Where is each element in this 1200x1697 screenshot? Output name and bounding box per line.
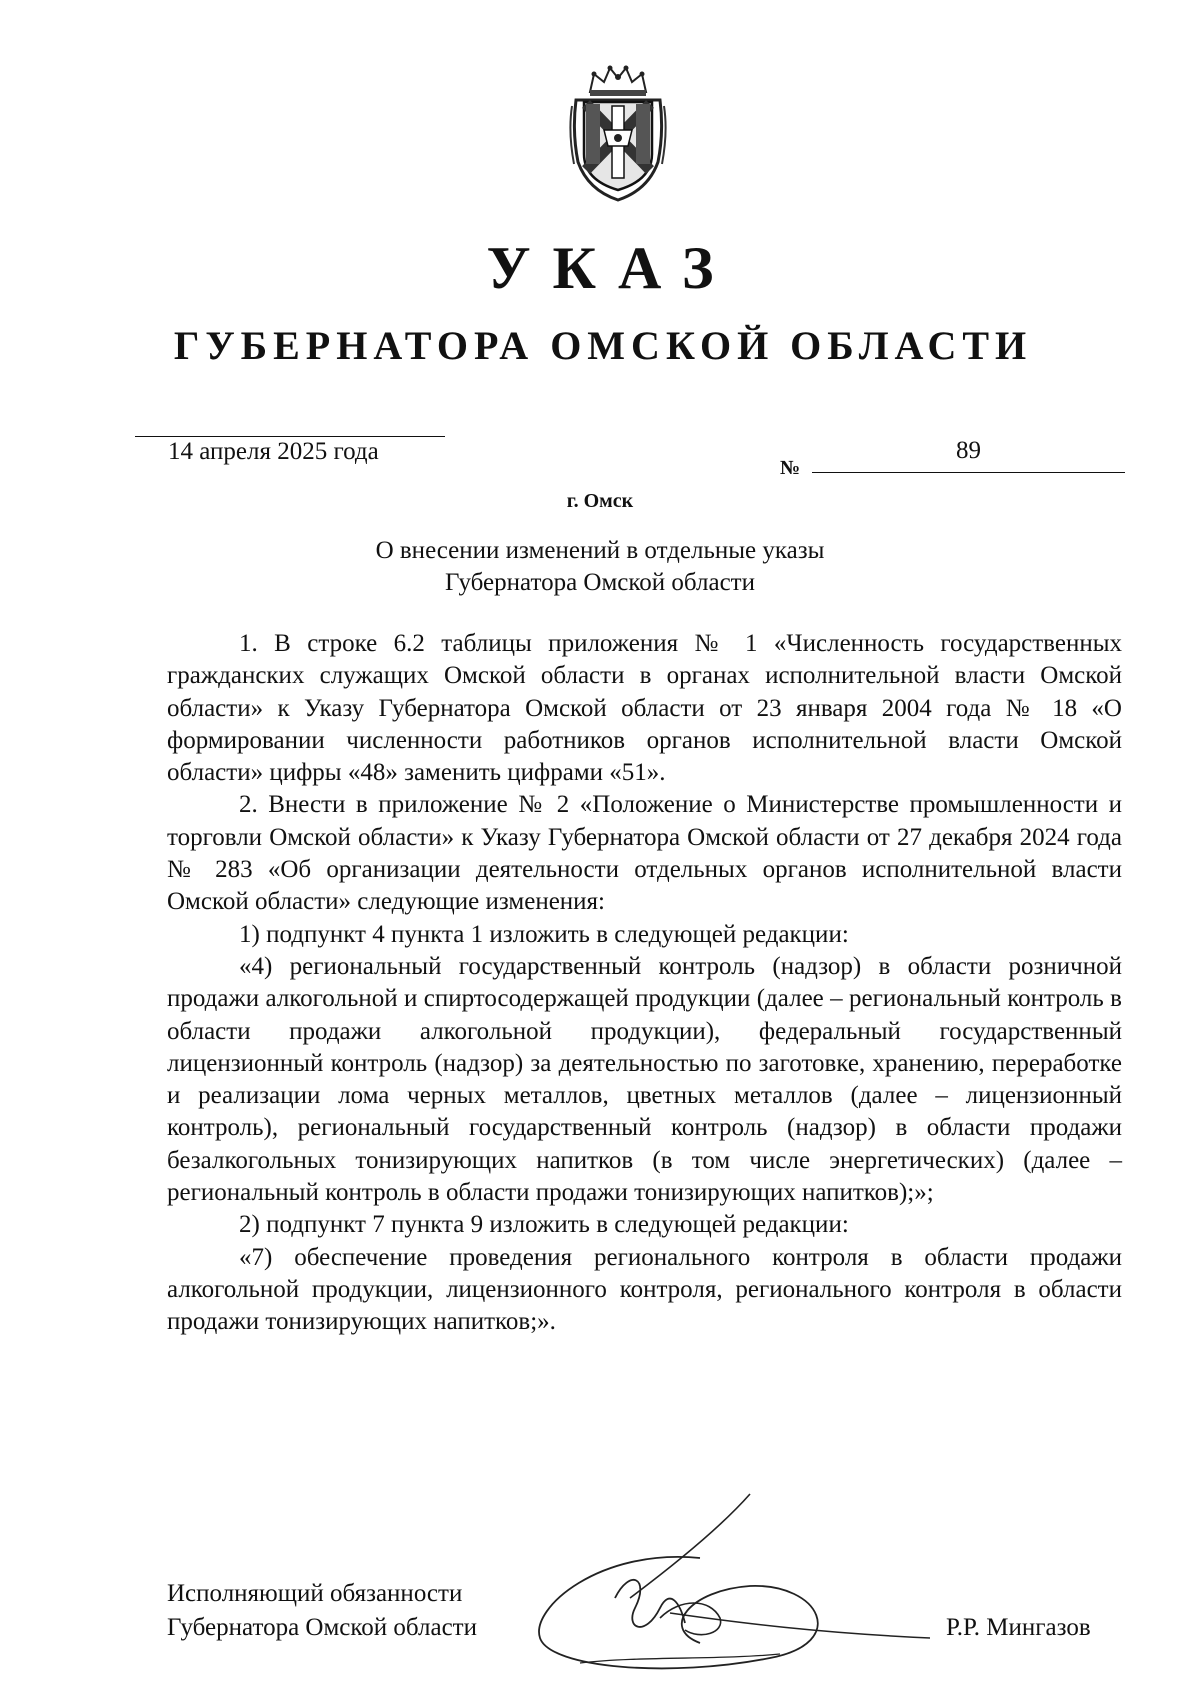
signatory-position-line-2: Губернатора Омской области xyxy=(167,1614,477,1641)
subitem-1-heading: 1) подпункт 4 пункта 1 изложить в следующей редакции: xyxy=(239,920,849,948)
issuer-title: ГУБЕРНАТОРА ОМСКОЙ ОБЛАСТИ xyxy=(173,323,1033,368)
number-underline xyxy=(812,472,1125,473)
subject-line-2: Губернатора Омской области xyxy=(445,569,755,596)
document-type-title: УКАЗ xyxy=(486,235,736,301)
signatory-position xyxy=(167,1577,477,1645)
subitem-2-heading: 2) подпункт 7 пункта 9 изложить в следующей редакции: xyxy=(239,1211,849,1239)
decree-date: 14 апреля 2025 года xyxy=(168,438,379,465)
date-underline xyxy=(135,436,445,437)
subitem-2-text: «7) обеспечение проведения регионального контроля в области продажи алкогольной продукции, лицензионного контроля, регионального контроля в области продажи тонизирующих напитков;». xyxy=(167,1243,1122,1336)
paragraph-2: 2. Внести в приложение № 2 «Положение о Министерстве промышленности и торговли Омской области» к Указу Губернатора Омской области от 27 декабря 2024 года № 283 «Об организации деятельности отдельных органов исполнительной власти Омской области» следующие изменения: xyxy=(167,791,1122,916)
coat-of-arms-emblem xyxy=(568,62,668,202)
decree-number: 89 xyxy=(956,437,981,464)
decree-body xyxy=(167,628,1122,1339)
number-sign: № xyxy=(780,457,801,479)
subitem-1-text: «4) региональный государственный контроль (надзор) в области розничной продажи алкогольной и спиртосодержащей продукции (далее – региональный контроль в области продажи алкогольной продукции), федеральный государственный лицензионный контроль (надзор) за деятельностью по заготовке, хранению, переработке и реализации лома черных металлов, цветных металлов (далее – лицензионный контроль), региональный государственный контроль (надзор) в области продажи безалкогольных тонизирующих напитков (в том числе энергетических) (далее – региональный контроль в области продажи тонизирующих напитков);»; xyxy=(167,952,1122,1207)
issue-city: г. Омск xyxy=(566,490,634,512)
signatory-position-line-1: Исполняющий обязанности xyxy=(167,1580,463,1607)
subject-line-1: О внесении изменений в отдельные указы xyxy=(375,537,825,564)
decree-subject xyxy=(0,535,1200,599)
paragraph-1: 1. В строке 6.2 таблицы приложения № 1 «Численность государственных гражданских служащих Омской области в органах исполнительной власти Омской области» к Указу Губернатора Омской области от 23 января 2004 года № 18 «О формировании численности работников органов исполнительной власти Омской области» цифры «48» заменить цифрами «51». xyxy=(167,630,1122,787)
handwritten-signature xyxy=(520,1488,940,1678)
signatory-name: Р.Р. Мингазов xyxy=(946,1614,1091,1641)
